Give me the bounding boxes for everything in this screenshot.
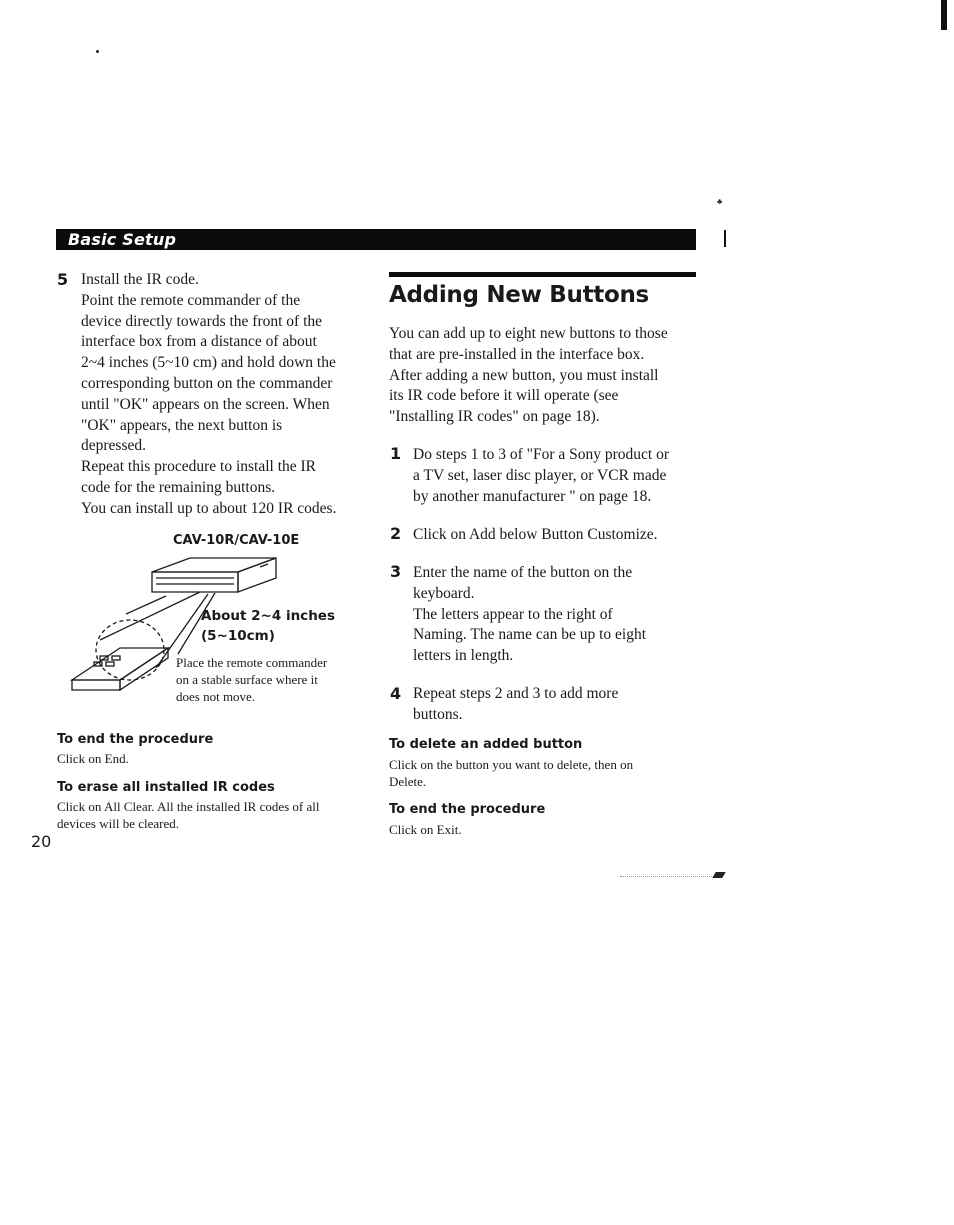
distance-label (201, 606, 335, 646)
step-4-text (413, 684, 703, 726)
text-line: Repeat this procedure to install the IR (81, 458, 317, 476)
page-title: Adding New Buttons (389, 282, 649, 308)
end-procedure-heading: To end the procedure (57, 732, 214, 747)
erase-codes-body (57, 798, 367, 832)
step-3-text (413, 563, 703, 667)
body-line: devices will be cleared. (57, 816, 179, 831)
text-line: buttons. (413, 705, 463, 723)
text-line: "Installing IR codes" on page 18). (389, 408, 600, 426)
text-line: depressed. (81, 437, 146, 455)
step-2-text (413, 525, 703, 546)
text-line: "OK" appears, the next button is (81, 416, 283, 434)
body-line: Click on the button you want to delete, then on (389, 757, 634, 772)
section-header-bar (56, 229, 696, 250)
text-line: a TV set, laser disc player, or VCR made (413, 466, 667, 484)
text-line: code for the remaining buttons. (81, 478, 276, 496)
end-procedure-body-right: Click on Exit. (389, 822, 462, 837)
end-procedure-body: Click on End. (57, 751, 129, 766)
text-line: The letters appear to the right of (413, 605, 613, 623)
text-line: Do steps 1 to 3 of "For a Sony product or (413, 446, 670, 463)
text-line: by another manufacturer " on page 18. (413, 487, 652, 505)
text-line: its IR code before it will operate (see (389, 387, 619, 405)
text-line: letters in length. (413, 647, 514, 665)
step-5-text (81, 270, 371, 520)
page-edge-mark (941, 0, 947, 30)
step-5-number: 5 (57, 270, 69, 289)
text-line: corresponding button on the commander (81, 374, 333, 392)
text-line: Naming. The name can be up to eight (413, 626, 647, 644)
note-line: on a stable surface where it (176, 672, 318, 687)
step-1-text (413, 445, 703, 507)
intro-paragraph (389, 324, 699, 428)
note-line: Place the remote commander (176, 655, 328, 670)
text-line: Click on Add below Button Customize. (413, 526, 658, 543)
text-line: keyboard. (413, 584, 475, 602)
step-3-number: 3 (390, 562, 402, 581)
text-line: Repeat steps 2 and 3 to add more (413, 685, 619, 702)
text-line: After adding a new button, you must install (389, 366, 659, 384)
scan-artifact-dots (620, 876, 720, 877)
text-line: 2~4 inches (5~10 cm) and hold down the (81, 354, 336, 372)
step-1-number: 1 (390, 444, 402, 463)
body-line: Click on All Clear. All the installed IR codes of all (57, 799, 320, 814)
note-line: does not move. (176, 689, 256, 704)
text-line: You can install up to about 120 IR codes. (81, 499, 337, 517)
text-line: until "OK" appears on the screen. When (81, 395, 330, 413)
text-line: interface box from a distance of about (81, 333, 317, 351)
page-number: 20 (31, 832, 52, 851)
text-line: that are pre-installed in the interface box. (389, 345, 645, 363)
corner-mark: ♣ (717, 197, 723, 206)
step-4-number: 4 (390, 684, 402, 703)
erase-codes-heading: To erase all installed IR codes (57, 780, 275, 795)
title-rule (389, 272, 696, 277)
text-line: device directly towards the front of the (81, 312, 323, 330)
step-2-number: 2 (390, 524, 402, 543)
model-label: CAV-10R/CAV-10E (173, 533, 300, 548)
text-line: Point the remote commander of the (81, 291, 301, 309)
text-line: You can add up to eight new buttons to those (389, 325, 668, 342)
figure-note (176, 654, 361, 705)
column-edge-mark (724, 230, 726, 247)
distance-inches: About 2~4 inches (201, 608, 335, 624)
body-line: Delete. (389, 774, 427, 789)
delete-button-heading: To delete an added button (389, 737, 583, 752)
scan-artifact-mark (712, 872, 725, 878)
speck-mark (96, 50, 99, 53)
delete-button-body (389, 756, 709, 790)
text-line: Enter the name of the button on the (413, 564, 633, 581)
text-line: Install the IR code. (81, 271, 199, 288)
distance-cm: (5~10cm) (201, 628, 275, 644)
section-title: Basic Setup (68, 230, 177, 249)
end-procedure-heading-right: To end the procedure (389, 802, 546, 817)
